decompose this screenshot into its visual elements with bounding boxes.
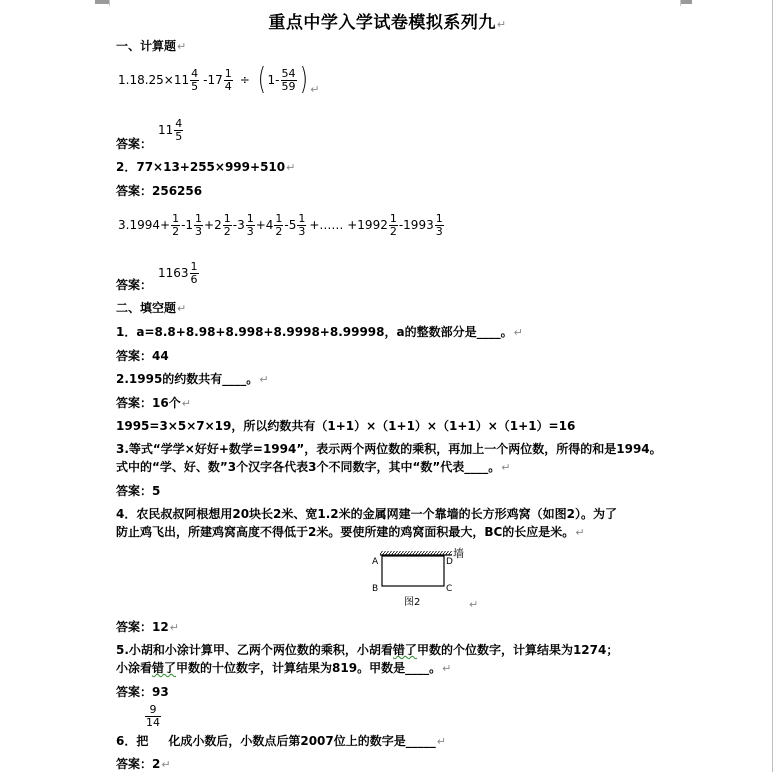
margin-corner-right [680,0,692,4]
question-fill-2: 2.1995的约数共有____。↵ [116,372,269,386]
question-fill-5-line-1: 5.小胡和小涂计算甲、乙两个两位数的乘积，小胡看错了甲数的个位数字，计算结果为1274； [116,643,619,657]
question-fill-1: 1．a=8.8+8.98+8.998+8.9998+8.99998，a的整数部分是____。↵ [116,325,523,339]
section-heading-fill: 二、填空题↵ [116,301,187,315]
margin-edge-right [680,0,681,6]
question-fill-3-line-1: 3.等式“学学×好好+数学=1994”，表示两个两位数的乘积，再加上一个两位数，所得的和是1994。 [116,442,662,456]
fraction: $\frac{1}{3}$ [246,211,254,238]
question-fill-4-line-1: 4．农民叔叔阿根想用20块长2米、宽1.2米的金属网建一个靠墙的长方形鸡窝（如图2）。为了 [116,507,618,521]
question-1-expression: 1.18.25×11 $\frac{4}{5}$ -17 $\frac{1}{4}$ ÷ ( 1- $\frac{54}{59}$ ) ↵ [118,62,320,97]
fraction: $\frac{9}{14}$ [146,703,160,729]
vertex-a: A [372,557,379,567]
fraction: $\frac{1}{2}$ [223,211,231,238]
question-fill-6-fraction [144,704,162,729]
page-title: 重点中学入学试卷模拟系列九↵ [268,13,507,33]
question-fill-3-line-2: 式中的“学、好、数”3个汉字各代表3个不同数字，其中“数”代表____。↵ [116,460,511,474]
answer-3-value: 1163 $\frac{1}{6}$ [158,259,198,286]
document-page: 重点中学入学试卷模拟系列九↵ 一、计算题↵ 1.18.25×11 $\frac{4}{5}$ -17 $\frac{1}{4}$ ÷ ( 1- $\frac{54}{59}$ ) ↵ 答案： 11 $\frac{4}{5}$ 2．77×13+255×999+510↵ 答案：256256 3.1994 + $\frac{1}{2}$ -1 $\frac{1}{3}$ +2 $\frac{1}{2}$ -3 $\frac{1}{3}$ +4 $\frac{1}{2}$ -5 $\frac{1}{3}$ +…… +1992 $\frac{1}{2}$ -1993 $\frac{1}{3}$ 答案： 1163 $\frac{1}{6}$ 二、填空题↵ 1．a=8.8+8.98+8.998+8.9998+8.99998，a的整数部分是____。↵ 答案：44 2.1995的约数共有____。↵ 答案：16个↵ 1995=3×5×7×19，所以约数共有（1+1）×（1+1）×（1+1）×（1+1）=16 3.等式“学学×好好+数学=1994”，表示两个两位数的乘积，再加上一个两位数，所得的和是1994。 式中的“学、好、数”3个汉字各代表3个不同数字，其中“数”代表____。↵ 答案：5 4．农民叔叔阿根想用20块长2米、宽1.2米的金属网建一个靠墙的长方形鸡窝（如图2）。为了 防止鸡飞出，所建鸡窝高度不得低于2米。要使所建的鸡窝面积最大，BC的长应是米。↵ 墙 A D B C 图2 ↵ 答案：12↵ 5.小胡和小涂计算甲、乙两个两位数的乘积，小胡看错了甲数的个位数字，计算结果为1274； 小涂看错了甲数的十位数字，计算结果为819。甲数是____。↵ 答案：93 $\frac{9}{14}$ 6．把 化成小数后，小数点后第2007位上的数字是_____↵ 答案：2↵ [0,0,775,772]
answer-fill-3: 答案：5 [116,484,161,498]
answer-1-value: 11 $\frac{4}{5}$ [158,116,183,143]
vertex-d: D [446,557,453,567]
fraction: $\frac{54}{59}$ [281,66,296,93]
question-fill-6: 6．把 化成小数后，小数点后第2007位上的数字是_____↵ [116,734,446,748]
question-fill-5-line-2: 小涂看错了甲数的十位数字，计算结果为819。甲数是____。↵ [116,661,452,675]
chicken-coop-figure [360,545,485,615]
answer-fill-6: 答案：2↵ [116,757,171,771]
fraction: $\frac{1}{2}$ [389,211,397,238]
answer-fill-5: 答案：93 [116,685,169,699]
answer-fill-2-explanation: 1995=3×5×7×19，所以约数共有（1+1）×（1+1）×（1+1）×（1+1）=16 [116,419,576,433]
question-3-expression: 3.1994 + $\frac{1}{2}$ -1 $\frac{1}{3}$ +2 $\frac{1}{2}$ -3 $\frac{1}{3}$ +4 $\frac{1}{2}$ -5 $\frac{1}{3}$ +…… +1992 $\frac{1}{2}$ -1993 $\frac{1}{3}$ [118,211,443,238]
section-heading-calc: 一、计算题↵ [116,39,187,53]
coop-rectangle [382,556,444,586]
figure-caption: 图2 [404,597,421,608]
fraction: $\frac{1}{3}$ [195,211,203,238]
vertex-b: B [372,584,379,594]
page-right-edge [772,0,773,772]
question-2: 2．77×13+255×999+510↵ [116,160,296,174]
vertex-c: C [446,584,453,594]
fraction: $\frac{1}{3}$ [298,211,306,238]
answer-fill-2: 答案：16个↵ [116,396,191,410]
fraction: $\frac{1}{2}$ [275,211,283,238]
margin-corner-left [95,0,109,4]
answer-fill-4: 答案：12↵ [116,620,179,634]
fraction: $\frac{4}{5}$ [175,116,183,143]
fraction: $\frac{1}{4}$ [224,66,232,93]
answer-fill-1: 答案：44 [116,349,169,363]
fraction: $\frac{4}{5}$ [191,66,199,93]
fraction: $\frac{1}{6}$ [190,259,198,286]
margin-edge-left [109,0,110,6]
fraction: $\frac{1}{2}$ [172,211,180,238]
question-fill-4-line-2: 防止鸡飞出，所建鸡窝高度不得低于2米。要使所建的鸡窝面积最大，BC的长应是米。↵ [116,525,585,539]
answer-3-label: 答案： [116,278,153,292]
wall-label: 墙 [453,547,464,560]
answer-2: 答案：256256 [116,184,203,198]
answer-1-label: 答案： [116,137,153,151]
fraction: $\frac{1}{3}$ [435,211,443,238]
